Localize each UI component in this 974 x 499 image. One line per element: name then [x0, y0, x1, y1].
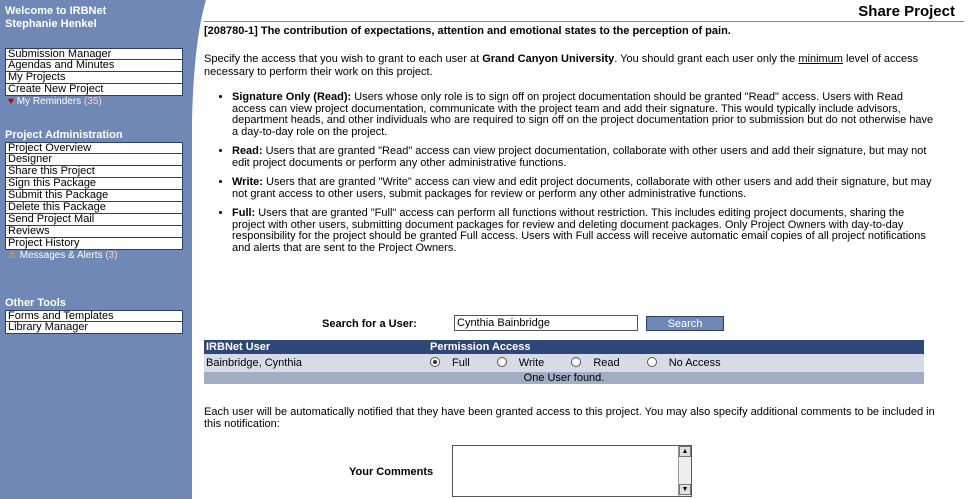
- other-tools-menu: [5, 310, 183, 334]
- menu-send-project-mail[interactable]: Send Project Mail: [5, 214, 183, 226]
- menu-submission-manager[interactable]: Submission Manager: [5, 48, 183, 60]
- user-name: Stephanie Henkel: [5, 18, 97, 30]
- reminder-icon: ♥: [8, 96, 14, 107]
- notification-text: Each user will be automatically notified that they have been granted access to this project. You may also specify additional comments to be included in this notification:: [204, 406, 935, 430]
- menu-project-overview[interactable]: Project Overview: [5, 142, 183, 154]
- menu-delete-package[interactable]: Delete this Package: [5, 202, 183, 214]
- comments-label: Your Comments: [349, 466, 434, 478]
- role-write: • Write: Users that are granted "Write" access can view and edit project documents, collaborate with other users and add their signature, but may not grant access to other users, submit packages for review or perform any other administrative functions.: [232, 177, 939, 200]
- sidebar: [0, 0, 190, 499]
- scroll-up-icon[interactable]: ▲: [679, 446, 691, 457]
- menu-project-history[interactable]: Project History: [5, 238, 183, 250]
- menu-my-projects[interactable]: My Projects: [5, 72, 183, 84]
- welcome-block: [5, 5, 106, 31]
- scroll-down-icon[interactable]: ▼: [679, 484, 691, 495]
- radio-read[interactable]: [571, 357, 581, 367]
- col-header-user: IRBNet User: [204, 340, 428, 354]
- menu-agendas-minutes[interactable]: Agendas and Minutes: [5, 60, 183, 72]
- radio-full[interactable]: [430, 357, 440, 367]
- messages-label: Messages & Alerts: [19, 250, 103, 261]
- menu-share-project[interactable]: Share this Project: [5, 166, 183, 178]
- role-read: • Read: Users that are granted "Read" access can view project documentation, collaborate with other users and add their signature, but may not edit project documents or perform any other administrative functions.: [232, 146, 939, 169]
- my-reminders-link[interactable]: [5, 96, 183, 108]
- messages-alerts-link[interactable]: [5, 250, 183, 262]
- results-count: One User found.: [204, 372, 924, 384]
- other-tools-heading: Other Tools: [5, 297, 66, 309]
- project-admin-menu: [5, 142, 183, 262]
- permission-options: [428, 354, 924, 372]
- main-content: [204, 0, 969, 499]
- minimum-emphasis: minimum: [798, 53, 843, 65]
- project-admin-heading: Project Administration: [5, 129, 123, 141]
- messages-count: (3): [105, 250, 118, 261]
- menu-create-new-project[interactable]: Create New Project: [5, 84, 183, 96]
- search-button[interactable]: Search: [646, 316, 724, 331]
- permission-write-option[interactable]: Write: [497, 357, 556, 369]
- reminders-label: My Reminders: [16, 96, 82, 107]
- reminders-count: (35): [83, 96, 102, 107]
- users-table: [204, 340, 924, 384]
- title-divider: [204, 21, 964, 22]
- menu-submit-package[interactable]: Submit this Package: [5, 190, 183, 202]
- table-row: [204, 354, 924, 372]
- institution-name: Grand Canyon University: [482, 53, 615, 65]
- menu-reviews[interactable]: Reviews: [5, 226, 183, 238]
- radio-no-access[interactable]: [647, 357, 657, 367]
- welcome-title: Welcome to IRBNet: [5, 5, 107, 17]
- radio-write[interactable]: [497, 357, 507, 367]
- main-menu: [5, 48, 183, 108]
- permission-noaccess-option[interactable]: No Access: [647, 357, 733, 369]
- user-cell: Bainbridge, Cynthia: [204, 354, 428, 372]
- col-header-permission: Permission Access: [428, 340, 924, 354]
- alert-icon: ⚠: [8, 250, 17, 261]
- page-title: Share Project: [858, 3, 955, 20]
- permission-read-option[interactable]: Read: [571, 357, 631, 369]
- comments-textarea[interactable]: [452, 445, 692, 497]
- menu-designer[interactable]: Designer: [5, 154, 183, 166]
- menu-forms-templates[interactable]: Forms and Templates: [5, 310, 183, 322]
- search-label: Search for a User:: [322, 318, 417, 330]
- intro-text: Specify the access that you wish to grant to each user at Grand Canyon University. You should grant each user only the minimum level of access necessary to perform their work on this project.: [204, 53, 919, 78]
- comments-scrollbar[interactable]: [678, 446, 691, 496]
- menu-sign-package[interactable]: Sign this Package: [5, 178, 183, 190]
- user-search-input[interactable]: [454, 315, 638, 331]
- permission-full-option[interactable]: Full: [430, 357, 482, 369]
- access-roles-list: [204, 92, 939, 262]
- role-full: • Full: Users that are granted "Full" access can perform all functions without restriction. This includes editing project documents, sharing the project with other users, submitting document packages for review and deleting document packages. Only Project Owners with day-to-day responsibility for the project should be granted Full access. Users with Full access will receive automatic email copies of all project notifications and alerts that are sent to the Project Owners.: [232, 208, 939, 254]
- menu-library-manager[interactable]: Library Manager: [5, 322, 183, 334]
- project-title: [208780-1] The contribution of expectations, attention and emotional states to the perception of pain.: [204, 25, 731, 37]
- role-signature-only: • Signature Only (Read): Users whose only role is to sign off on project documentation should be granted "Read" access. Users with Read access can view project documentation, communicate with the project team and add their signature. This would typically include advisors, department heads, and other individuals who are required to sign off on the project documentation prior to submission but do not otherwise have a day-to-day role on the project.: [232, 92, 939, 138]
